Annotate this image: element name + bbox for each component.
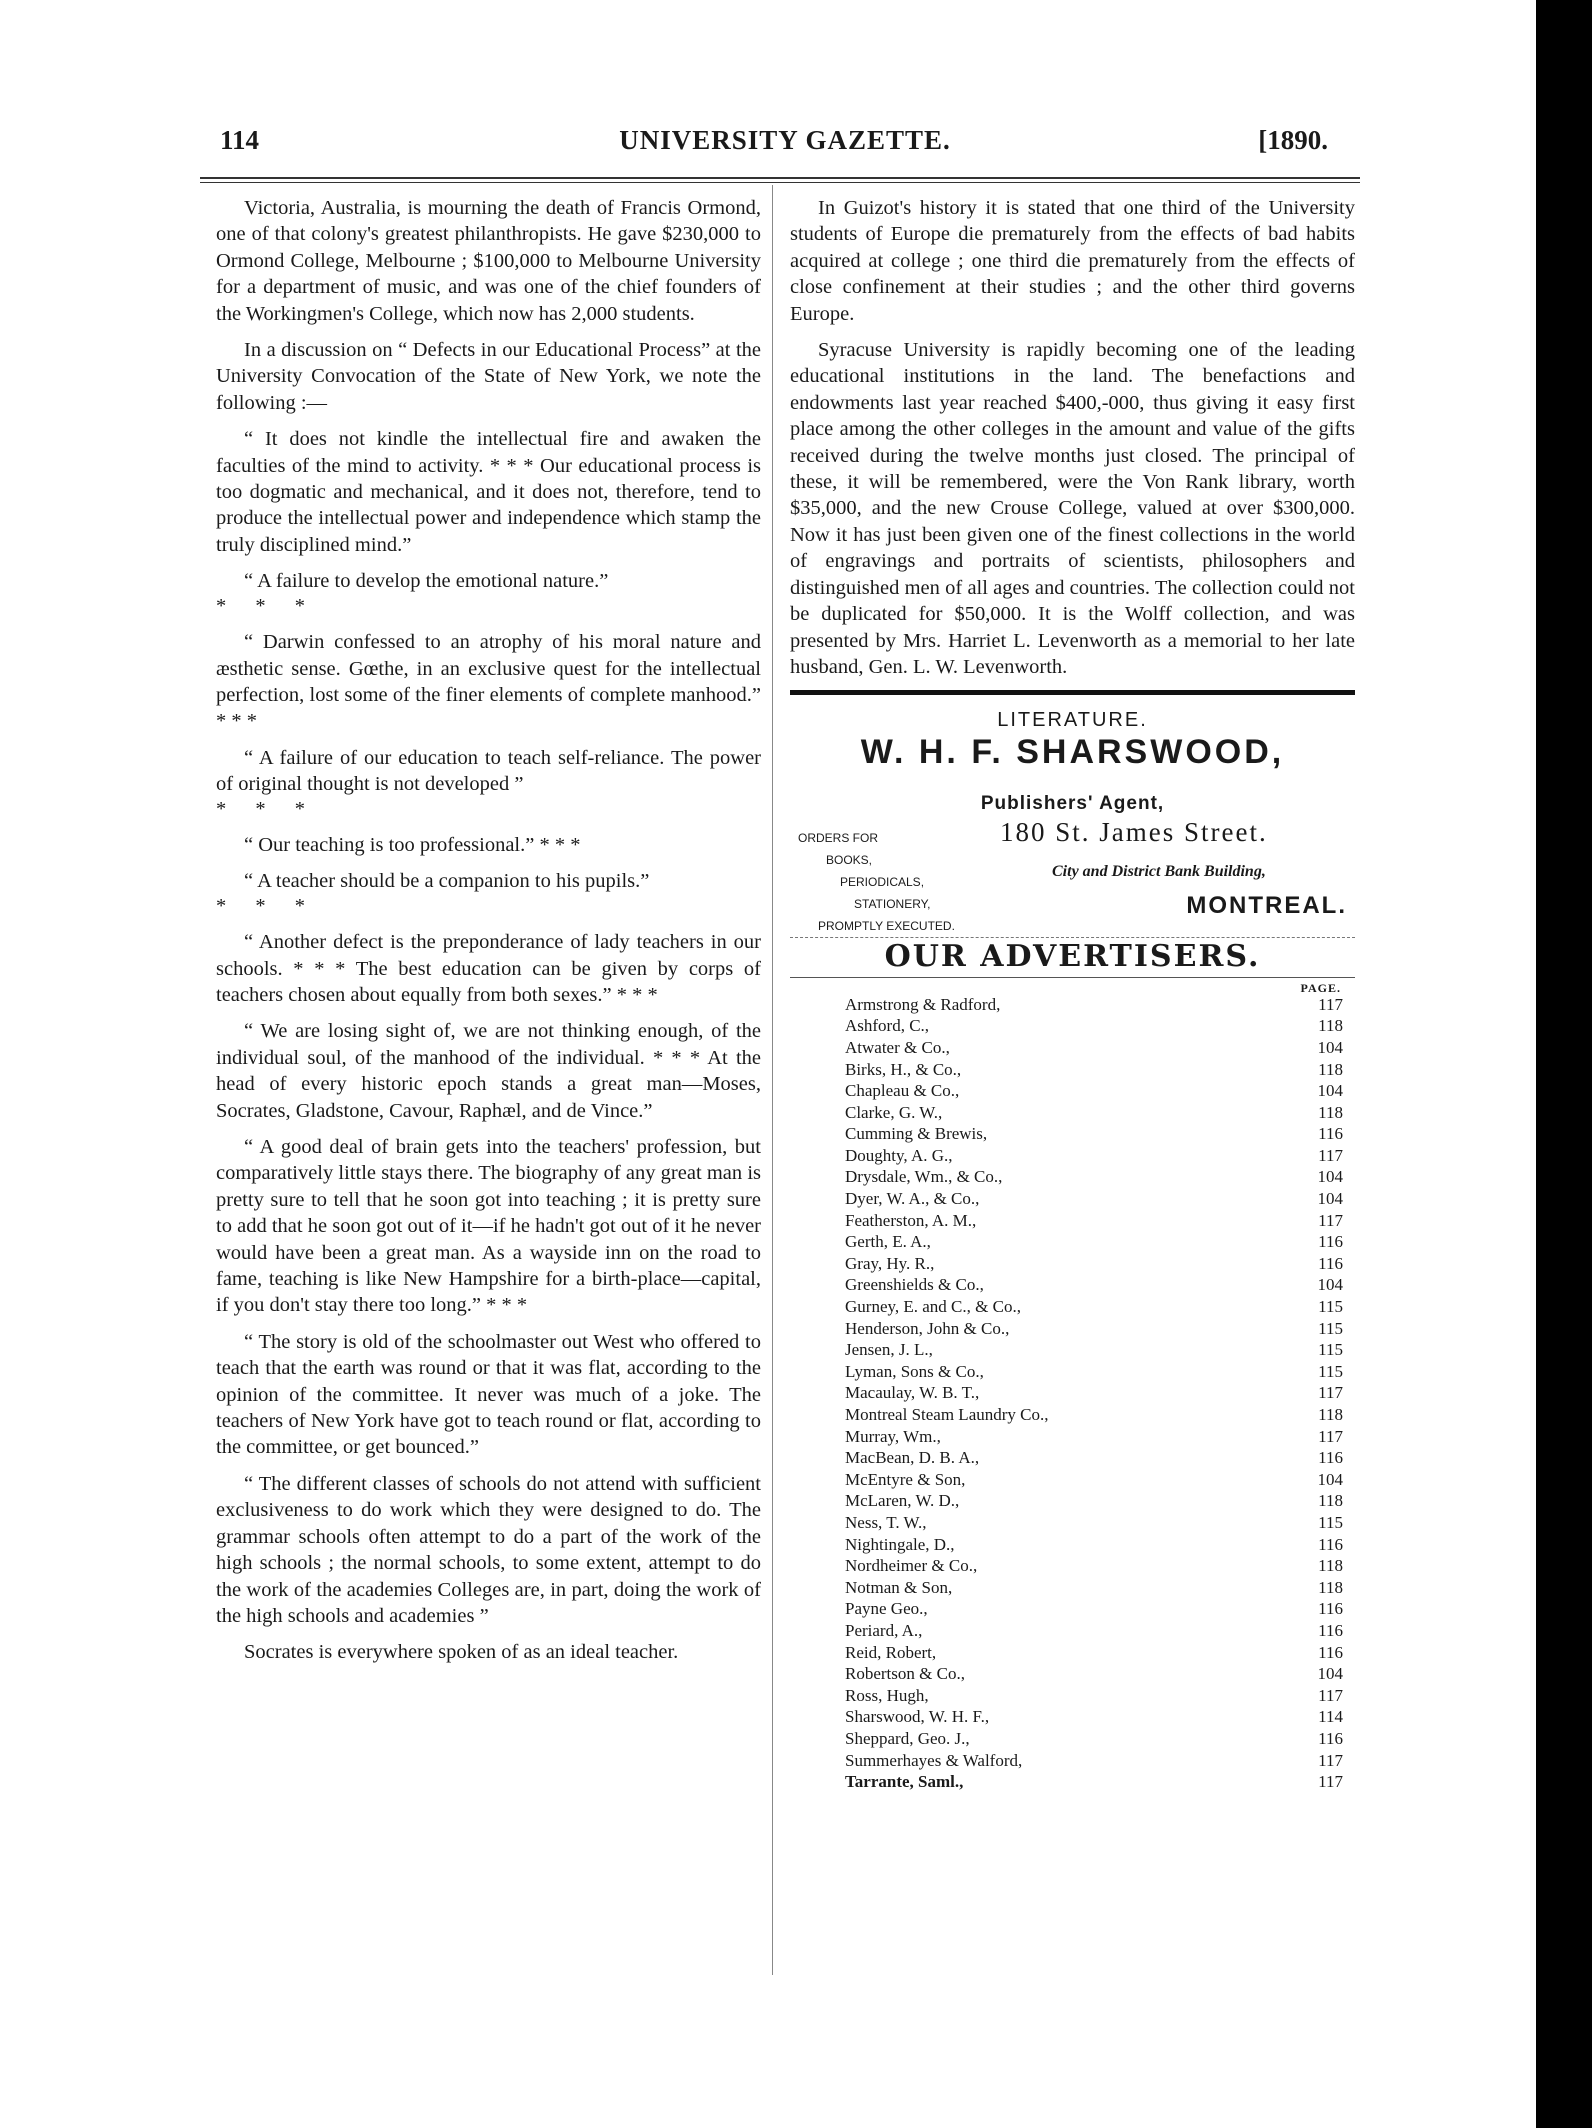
advertiser-page: 117 bbox=[1318, 994, 1343, 1014]
advertiser-row bbox=[845, 1469, 1345, 1491]
gazette-page bbox=[200, 115, 1370, 1792]
quote-classes-of-schools: “ The different classes of schools do not attend with sufficient exclusiveness to do work which they were designed to do. The grammar schools often attempt to do a part of the work of the high schools ; the normal schools, to some extent, attempt to do the work of the academies Colleges are, in part, doing the work of the high schools and academies ” bbox=[216, 1472, 761, 1627]
advertiser-row bbox=[845, 1318, 1345, 1340]
dashed-rule bbox=[790, 937, 1355, 938]
advertiser-page: 118 bbox=[1318, 1491, 1343, 1511]
advertiser-name: Atwater & Co., bbox=[845, 1037, 950, 1057]
advertiser-row bbox=[845, 1642, 1345, 1664]
advertiser-page: 117 bbox=[1318, 1426, 1343, 1446]
advertiser-page: 116 bbox=[1318, 1728, 1343, 1748]
asterism: * * * bbox=[216, 894, 317, 917]
advertiser-page: 104 bbox=[1317, 1189, 1343, 1209]
advertiser-page: 116 bbox=[1318, 1534, 1343, 1554]
advertiser-name: Payne Geo., bbox=[845, 1599, 928, 1619]
advertiser-page: 117 bbox=[1318, 1685, 1343, 1705]
advertiser-name: Henderson, John & Co., bbox=[845, 1318, 1010, 1338]
advertiser-page: 117 bbox=[1318, 1145, 1343, 1165]
advertisers-rule bbox=[790, 977, 1355, 978]
advertiser-name: Tarrante, Saml., bbox=[845, 1772, 964, 1792]
year-label: [1890. bbox=[1258, 125, 1328, 155]
advert-category: LITERATURE. bbox=[997, 709, 1148, 732]
asterism: * * * bbox=[216, 797, 317, 820]
advertiser-page: 116 bbox=[1318, 1599, 1343, 1619]
advertiser-row bbox=[845, 1059, 1345, 1081]
advertiser-name: Notman & Son, bbox=[845, 1577, 953, 1597]
quote-emotional-nature: “ A failure to develop the emotional nature.” bbox=[244, 570, 609, 593]
advertiser-page: 104 bbox=[1317, 1469, 1343, 1489]
advertiser-name: Ashford, C., bbox=[845, 1016, 930, 1036]
advertisers-title: OUR ADVERTISERS. bbox=[884, 939, 1261, 975]
advertiser-name: Macaulay, W. B. T., bbox=[845, 1383, 980, 1403]
advertiser-page: 115 bbox=[1318, 1340, 1343, 1360]
advertiser-page: 114 bbox=[1318, 1707, 1343, 1727]
advertiser-row bbox=[845, 994, 1345, 1016]
advertiser-name: Jensen, J. L., bbox=[845, 1340, 933, 1360]
paragraph-syracuse: Syracuse University is rapidly becoming one of the leading educational institutions in the land. The benefactions and endowments last year reached $400,-000, thus giving it easy first place among the other colleges in the amount and value of the gifts received during the twelve months just closed. The principal of these, it will be remembered, were the Von Rank library, worth $35,000, and the new Crouse College, valued at over $300,000. Now it has just been given one of the finest collections in the world of engravings and portraits of scientists, philosophers and distinguished men of all ages and countries. The collection could not be duplicated for $50,000. It is the Wolff collection, and was presented by Mrs. Harriet L. Levenworth as a memorial to her late husband, Gen. L. W. Levenworth. bbox=[790, 339, 1355, 678]
advertiser-name: Ness, T. W., bbox=[845, 1512, 927, 1532]
advertiser-row bbox=[845, 1253, 1345, 1275]
quote-intellectual-fire: “ It does not kindle the intellectual fire and awaken the faculties of the mind to activity. * * * Our educational process is too dogmatic and mechanical, and it does not, therefore, tend to produce the intellectual power and independence which stamp the truly disciplined mind.” bbox=[216, 428, 761, 556]
advertiser-page: 118 bbox=[1318, 1405, 1343, 1424]
quote-brain: “ A good deal of brain gets into the teachers' profession, but comparatively little stays there. The biography of any great man is pretty sure to tell that he soon got into teaching ; it is pretty sure to add that he soon got out of it—if he hadn't got out of it he never would have been a great man. As a wayside inn on the road to fame, teaching is like New Hampshire for a birth-place—capital, if you don't stay there too long.” * * * bbox=[216, 1136, 761, 1317]
advertiser-row bbox=[845, 1210, 1345, 1232]
paragraph-guizot: In Guizot's history it is stated that one third of the University students of Europe die prematurely from the effects of bad habits acquired at college ; one third die prematurely from the effects of close confinement at their studies ; and the other third governs Europe. bbox=[790, 197, 1355, 325]
quote-companion: “ A teacher should be a companion to his pupils.” bbox=[244, 870, 650, 893]
section-rule bbox=[790, 690, 1355, 695]
advertiser-name: Sheppard, Geo. J., bbox=[845, 1728, 970, 1748]
advertiser-row bbox=[845, 1534, 1345, 1556]
advertiser-page: 116 bbox=[1318, 1642, 1343, 1662]
advertiser-name: Lyman, Sons & Co., bbox=[845, 1361, 984, 1381]
advertiser-row bbox=[845, 1188, 1345, 1210]
orders-line: ORDERS FOR bbox=[798, 831, 879, 846]
advertiser-name: Featherston, A. M., bbox=[845, 1210, 977, 1230]
advertiser-row bbox=[845, 1706, 1345, 1728]
publication-title: UNIVERSITY GAZETTE. bbox=[619, 125, 951, 155]
header-rule bbox=[200, 177, 1360, 183]
advertiser-name: Drysdale, Wm., & Co., bbox=[845, 1167, 1003, 1187]
advertiser-row bbox=[845, 1166, 1345, 1188]
advertiser-page: 104 bbox=[1317, 1664, 1343, 1684]
quote-lady-teachers: “ Another defect is the preponderance of lady teachers in our schools. * * * The best education can be given by corps of teachers chosen about equally from both sexes.” * * * bbox=[216, 931, 761, 1006]
page-column-header: PAGE. bbox=[1300, 980, 1341, 995]
advert-orders bbox=[798, 827, 955, 937]
paragraph-ormond: Victoria, Australia, is mourning the death of Francis Ormond, one of that colony's greatest philanthropists. He gave $230,000 to Ormond College, Melbourne ; $100,000 to Melbourne University for a department of music, and was one of the chief founders of the Workingmen's College, which now has 2,000 students. bbox=[216, 197, 761, 325]
quote-darwin: “ Darwin confessed to an atrophy of his moral nature and æsthetic sense. Gœthe, in an exclusive quest for the intellectual perfection, lost some of the finer elements of complete manhood.” * * * bbox=[216, 631, 761, 733]
advertiser-name: McEntyre & Son, bbox=[845, 1469, 966, 1489]
advertiser-row bbox=[845, 1490, 1345, 1512]
advertiser-page: 104 bbox=[1317, 1167, 1343, 1187]
advertiser-row bbox=[845, 1750, 1345, 1772]
advertiser-row bbox=[845, 1404, 1345, 1426]
advertiser-row bbox=[845, 1361, 1345, 1383]
advertiser-name: Clarke, G. W., bbox=[845, 1102, 943, 1122]
advertiser-name: Chapleau & Co., bbox=[845, 1081, 960, 1101]
orders-line: BOOKS, bbox=[826, 853, 873, 868]
advertiser-row bbox=[845, 1426, 1345, 1448]
quote-schoolmaster: “ The story is old of the schoolmaster out West who offered to teach that the earth was round or that it was flat, according to the opinion of the committee. It never was much of a joke. The teachers of New York have got to teach round or flat, according to the committee, or get bounced.” bbox=[216, 1330, 761, 1459]
orders-line: PERIODICALS, bbox=[840, 875, 925, 890]
advertiser-page: 117 bbox=[1318, 1383, 1343, 1403]
advertiser-row bbox=[845, 1123, 1345, 1145]
advertiser-page: 116 bbox=[1318, 1232, 1343, 1252]
paragraph-defects-intro: In a discussion on “ Defects in our Educational Process” at the University Convocation of the State of New York, we note the following :— bbox=[216, 339, 761, 414]
advertiser-page: 118 bbox=[1318, 1556, 1343, 1576]
advertiser-page: 104 bbox=[1317, 1081, 1343, 1101]
advertiser-page: 104 bbox=[1317, 1037, 1343, 1057]
advertiser-page: 115 bbox=[1318, 1318, 1343, 1338]
advertiser-row bbox=[845, 1555, 1345, 1577]
advert-role: Publishers' Agent, bbox=[980, 793, 1165, 815]
advertiser-name: Gurney, E. and C., & Co., bbox=[845, 1297, 1021, 1317]
advertiser-page: 116 bbox=[1318, 1124, 1343, 1144]
advertiser-row bbox=[845, 1685, 1345, 1707]
advertiser-row bbox=[845, 1145, 1345, 1167]
advertiser-page: 116 bbox=[1318, 1448, 1343, 1468]
advertiser-page: 118 bbox=[1318, 1102, 1343, 1122]
advertiser-row bbox=[845, 1663, 1345, 1685]
advertiser-row bbox=[845, 1382, 1345, 1404]
advertiser-name: Nightingale, D., bbox=[845, 1534, 955, 1554]
advertiser-row bbox=[845, 1339, 1345, 1361]
scan-edge-bar bbox=[1536, 0, 1592, 2128]
advertiser-name: Reid, Robert, bbox=[845, 1642, 937, 1662]
advertiser-page: 117 bbox=[1318, 1750, 1343, 1770]
running-header bbox=[200, 115, 1370, 175]
advert-address: 180 St. James Street. bbox=[1000, 817, 1268, 848]
advertiser-name: Birks, H., & Co., bbox=[845, 1059, 962, 1079]
quote-self-reliance: “ A failure of our education to teach self-reliance. The power of original thought is not developed ” bbox=[216, 746, 761, 796]
page-number: 114 bbox=[220, 125, 260, 155]
advertiser-name: Summerhayes & Walford, bbox=[845, 1750, 1023, 1770]
advertiser-row bbox=[845, 1080, 1345, 1102]
advertiser-name: Gray, Hy. R., bbox=[845, 1253, 935, 1273]
advertiser-row bbox=[845, 1771, 1345, 1793]
advert-city: MONTREAL. bbox=[1186, 892, 1347, 920]
advertiser-row bbox=[845, 1728, 1345, 1750]
advertiser-row bbox=[845, 1102, 1345, 1124]
advertiser-name: McLaren, W. D., bbox=[845, 1491, 960, 1511]
orders-line: STATIONERY, bbox=[854, 897, 931, 912]
advertiser-row bbox=[845, 1296, 1345, 1318]
advertiser-row bbox=[845, 1620, 1345, 1642]
advertiser-page: 118 bbox=[1318, 1577, 1343, 1597]
advertiser-page: 115 bbox=[1318, 1297, 1343, 1317]
advertiser-name: MacBean, D. B. A., bbox=[845, 1448, 980, 1468]
advertiser-row bbox=[845, 1512, 1345, 1534]
left-column bbox=[216, 195, 761, 1676]
advertiser-page: 104 bbox=[1317, 1275, 1343, 1295]
asterism: * * * bbox=[216, 594, 317, 617]
advertiser-name: Robertson & Co., bbox=[845, 1664, 965, 1684]
advertiser-name: Cumming & Brewis, bbox=[845, 1124, 988, 1144]
quote-individual-soul: “ We are losing sight of, we are not thinking enough, of the individual soul, of the manhood of the individual. * * * At the head of every historic epoch stands a great man—Moses, Socrates, Gladstone, Cavour, Raphæl, and de Vince.” bbox=[216, 1020, 761, 1122]
advertiser-name: Dyer, W. A., & Co., bbox=[845, 1189, 980, 1209]
advertiser-row bbox=[845, 1577, 1345, 1599]
advertiser-page: 118 bbox=[1318, 1016, 1343, 1036]
advertiser-row bbox=[845, 1274, 1345, 1296]
advertiser-row bbox=[845, 1231, 1345, 1253]
orders-line: PROMPTLY EXECUTED. bbox=[818, 919, 955, 934]
advertiser-name: Doughty, A. G., bbox=[845, 1145, 953, 1165]
advertiser-name: Nordheimer & Co., bbox=[845, 1556, 978, 1576]
advertiser-page: 117 bbox=[1318, 1210, 1343, 1230]
paragraph-socrates: Socrates is everywhere spoken of as an ideal teacher. bbox=[244, 1641, 679, 1664]
advertiser-name: Murray, Wm., bbox=[845, 1426, 941, 1446]
advertiser-page: 116 bbox=[1318, 1253, 1343, 1273]
advertiser-row bbox=[845, 1447, 1345, 1469]
advert-name: W. H. F. SHARSWOOD, bbox=[860, 733, 1285, 772]
advertiser-name: Sharswood, W. H. F., bbox=[845, 1707, 990, 1727]
column-divider bbox=[772, 185, 773, 1975]
advertiser-page: 117 bbox=[1318, 1772, 1343, 1792]
advertiser-page: 115 bbox=[1318, 1361, 1343, 1381]
advertiser-name: Montreal Steam Laundry Co., bbox=[845, 1405, 1049, 1424]
advertiser-page: 118 bbox=[1318, 1059, 1343, 1079]
advertiser-name: Armstrong & Radford, bbox=[845, 994, 1001, 1014]
advertiser-page: 115 bbox=[1318, 1512, 1343, 1532]
advertisers-list bbox=[845, 982, 1345, 1793]
advertiser-name: Greenshields & Co., bbox=[845, 1275, 984, 1295]
advertiser-row bbox=[845, 1037, 1345, 1059]
advert-building: City and District Bank Building, bbox=[1052, 863, 1266, 881]
advertiser-row bbox=[845, 1598, 1345, 1620]
advertiser-page: 116 bbox=[1318, 1620, 1343, 1640]
sharswood-advert bbox=[790, 707, 1355, 937]
advertiser-name: Ross, Hugh, bbox=[845, 1685, 929, 1705]
right-column bbox=[790, 195, 1355, 1793]
advertiser-name: Periard, A., bbox=[845, 1620, 923, 1640]
quote-professional: “ Our teaching is too professional.” * * * bbox=[244, 833, 581, 856]
advertiser-name: Gerth, E. A., bbox=[845, 1232, 931, 1252]
advertiser-row bbox=[845, 1015, 1345, 1037]
